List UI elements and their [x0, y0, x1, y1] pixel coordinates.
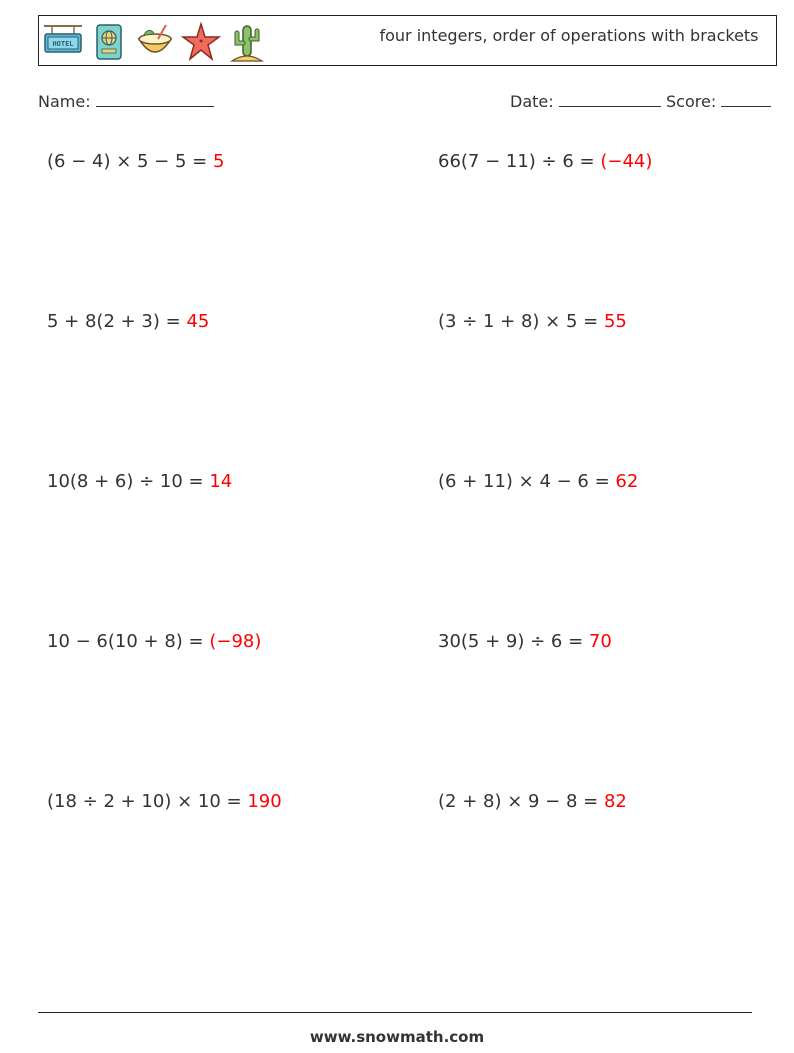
- problem-2: [438, 151, 652, 172]
- date-blank[interactable]: [559, 92, 661, 107]
- date-label: Date:: [510, 92, 554, 111]
- name-blank[interactable]: [96, 92, 214, 107]
- score-label: Score:: [666, 92, 717, 111]
- problem-answer: 14: [209, 471, 233, 492]
- problem-answer: 45: [186, 311, 210, 332]
- problem-9: [47, 791, 282, 812]
- problem-8: [438, 631, 612, 652]
- problem-answer: 190: [247, 791, 282, 812]
- svg-text:HOTEL: HOTEL: [52, 40, 74, 48]
- problem-answer: 82: [603, 791, 627, 812]
- score-blank[interactable]: [721, 92, 771, 107]
- problem-expression: 10 − 6(10 + 8) =: [47, 631, 204, 652]
- worksheet-title: four integers, order of operations with brackets: [379, 26, 759, 45]
- problem-expression: (18 ÷ 2 + 10) × 10 =: [47, 791, 242, 812]
- problem-1: [47, 151, 224, 172]
- problem-7: [47, 631, 261, 652]
- problem-answer: (−44): [600, 151, 653, 172]
- worksheet-header: [38, 15, 777, 66]
- problem-4: [438, 311, 627, 332]
- problem-answer: 55: [603, 311, 627, 332]
- problem-expression: 30(5 + 9) ÷ 6 =: [438, 631, 584, 652]
- date-field: [510, 92, 661, 111]
- problem-answer: (−98): [209, 631, 262, 652]
- problem-5: [47, 471, 232, 492]
- problem-expression: 5 + 8(2 + 3) =: [47, 311, 181, 332]
- problem-expression: (6 + 11) × 4 − 6 =: [438, 471, 610, 492]
- footer-url[interactable]: www.snowmath.com: [309, 1028, 485, 1046]
- score-field: [666, 92, 771, 111]
- problem-expression: 10(8 + 6) ÷ 10 =: [47, 471, 204, 492]
- problem-3: [47, 311, 209, 332]
- starfish-icon: [180, 21, 222, 63]
- problem-expression: (3 ÷ 1 + 8) × 5 =: [438, 311, 599, 332]
- coconut-drink-icon: [134, 21, 176, 63]
- cactus-icon: [226, 21, 268, 63]
- passport-icon: [88, 21, 130, 63]
- problem-expression: (2 + 8) × 9 − 8 =: [438, 791, 599, 812]
- problem-answer: 70: [588, 631, 612, 652]
- name-label: Name:: [38, 92, 91, 111]
- header-icons: [42, 21, 268, 63]
- problem-expression: (6 − 4) × 5 − 5 =: [47, 151, 208, 172]
- problem-answer: 5: [212, 151, 225, 172]
- name-field: [38, 92, 214, 111]
- problem-10: [438, 791, 627, 812]
- problem-answer: 62: [615, 471, 639, 492]
- problem-6: [438, 471, 638, 492]
- footer-divider: [38, 1012, 752, 1013]
- hotel-sign-icon: [42, 21, 84, 63]
- problem-expression: 66(7 − 11) ÷ 6 =: [438, 151, 595, 172]
